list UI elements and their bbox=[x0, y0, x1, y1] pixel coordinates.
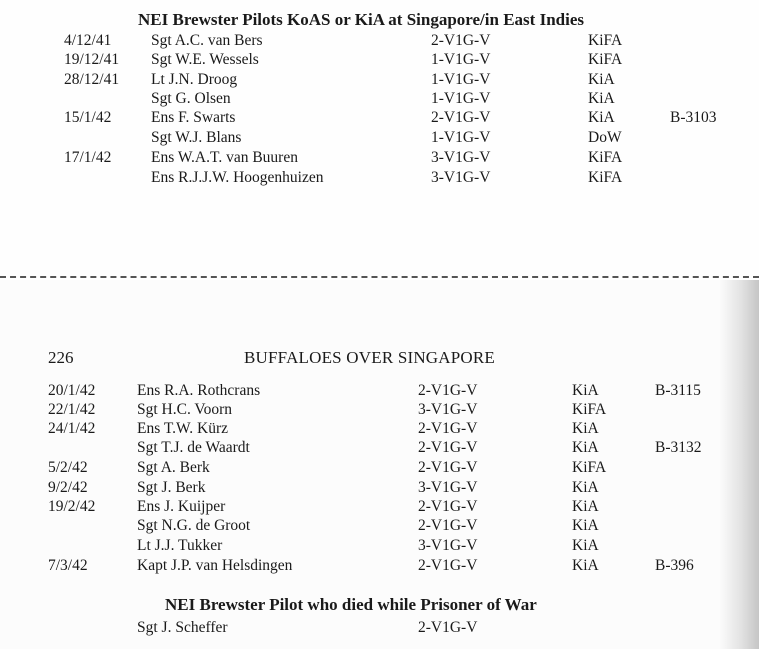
row-unit: 3-V1G-V bbox=[418, 401, 478, 418]
row-pilot-name: Sgt J. Scheffer bbox=[137, 619, 228, 636]
row-date: 28/12/41 bbox=[64, 71, 120, 88]
table-row bbox=[0, 478, 759, 497]
table-row bbox=[0, 556, 759, 575]
row-fate: KiA bbox=[572, 420, 599, 437]
row-pilot-name: Sgt J. Berk bbox=[137, 479, 206, 496]
row-fate: KiFA bbox=[572, 401, 607, 418]
row-fate: KiFA bbox=[588, 32, 623, 49]
row-unit: 2-V1G-V bbox=[418, 557, 478, 574]
row-fate: KiA bbox=[572, 537, 599, 554]
row-fate: KiFA bbox=[588, 51, 623, 68]
row-pilot-name: Lt J.J. Tukker bbox=[137, 537, 223, 554]
row-fate: KiA bbox=[572, 382, 599, 399]
row-pilot-name: Sgt A.C. van Bers bbox=[151, 32, 263, 49]
table-row bbox=[0, 381, 759, 400]
row-pilot-name: Kapt J.P. van Helsdingen bbox=[137, 557, 293, 574]
row-date: 24/1/42 bbox=[48, 420, 96, 437]
row-pilot-name: Sgt H.C. Voorn bbox=[137, 401, 233, 418]
page-tear-divider bbox=[0, 276, 759, 278]
row-pilot-name: Ens T.W. Kürz bbox=[137, 420, 228, 437]
row-unit: 2-V1G-V bbox=[418, 619, 478, 636]
row-unit: 1-V1G-V bbox=[431, 51, 491, 68]
table-row bbox=[0, 438, 759, 457]
row-pilot-name: Lt J.N. Droog bbox=[151, 71, 238, 88]
row-aircraft-serial: B-3103 bbox=[670, 109, 717, 126]
row-pilot-name: Sgt T.J. de Waardt bbox=[137, 439, 250, 456]
row-unit: 2-V1G-V bbox=[418, 382, 478, 399]
table-row bbox=[0, 516, 759, 535]
row-unit: 2-V1G-V bbox=[418, 517, 478, 534]
top-page-fragment bbox=[0, 0, 759, 278]
pow-section-heading: NEI Brewster Pilot who died while Prisoner of War bbox=[165, 595, 537, 614]
row-unit: 2-V1G-V bbox=[418, 498, 478, 515]
row-date: 4/12/41 bbox=[64, 32, 112, 49]
row-pilot-name: Ens R.J.J.W. Hoogenhuizen bbox=[151, 169, 324, 186]
row-unit: 3-V1G-V bbox=[418, 537, 478, 554]
row-date: 19/12/41 bbox=[64, 51, 120, 68]
table-row bbox=[0, 400, 759, 419]
row-unit: 2-V1G-V bbox=[418, 420, 478, 437]
row-date: 20/1/42 bbox=[48, 382, 96, 399]
row-date: 5/2/42 bbox=[48, 459, 88, 476]
row-fate: KiA bbox=[572, 557, 599, 574]
row-unit: 2-V1G-V bbox=[418, 439, 478, 456]
row-unit: 3-V1G-V bbox=[431, 149, 491, 166]
row-aircraft-serial: B-396 bbox=[655, 557, 694, 574]
row-pilot-name: Sgt N.G. de Groot bbox=[137, 517, 251, 534]
row-unit: 1-V1G-V bbox=[431, 90, 491, 107]
row-unit: 1-V1G-V bbox=[431, 129, 491, 146]
row-fate: KiFA bbox=[572, 459, 607, 476]
table-row bbox=[0, 108, 759, 127]
row-date: 7/3/42 bbox=[48, 557, 88, 574]
row-pilot-name: Sgt W.E. Wessels bbox=[151, 51, 259, 68]
row-pilot-name: Ens W.A.T. van Buuren bbox=[151, 149, 298, 166]
row-pilot-name: Ens F. Swarts bbox=[151, 109, 236, 126]
row-aircraft-serial: B-3132 bbox=[655, 439, 702, 456]
row-fate: KiA bbox=[588, 109, 615, 126]
row-pilot-name: Sgt G. Olsen bbox=[151, 90, 231, 107]
table-row bbox=[0, 70, 759, 89]
table-row bbox=[0, 89, 759, 108]
row-fate: DoW bbox=[588, 129, 622, 146]
row-date: 22/1/42 bbox=[48, 401, 96, 418]
row-unit: 1-V1G-V bbox=[431, 71, 491, 88]
table-row bbox=[0, 128, 759, 147]
row-fate: KiA bbox=[588, 90, 615, 107]
row-date: 17/1/42 bbox=[64, 149, 112, 166]
row-fate: KiFA bbox=[588, 169, 623, 186]
table-row bbox=[0, 458, 759, 477]
row-date: 9/2/42 bbox=[48, 479, 88, 496]
row-fate: KiA bbox=[588, 71, 615, 88]
table-row bbox=[0, 168, 759, 187]
row-fate: KiA bbox=[572, 479, 599, 496]
row-fate: KiA bbox=[572, 517, 599, 534]
row-unit: 2-V1G-V bbox=[418, 459, 478, 476]
table-row bbox=[0, 536, 759, 555]
table-row bbox=[0, 419, 759, 438]
table-row bbox=[0, 148, 759, 167]
page-number: 226 bbox=[48, 348, 74, 367]
table-row bbox=[0, 618, 759, 637]
table-row bbox=[0, 31, 759, 50]
row-pilot-name: Ens R.A. Rothcrans bbox=[137, 382, 261, 399]
row-unit: 2-V1G-V bbox=[431, 32, 491, 49]
table-row bbox=[0, 497, 759, 516]
row-date: 19/2/42 bbox=[48, 498, 96, 515]
row-unit: 2-V1G-V bbox=[431, 109, 491, 126]
top-section-heading: NEI Brewster Pilots KoAS or KiA at Singapore/in East Indies bbox=[138, 10, 584, 29]
row-fate: KiA bbox=[572, 439, 599, 456]
row-date: 15/1/42 bbox=[64, 109, 112, 126]
row-pilot-name: Ens J. Kuijper bbox=[137, 498, 226, 515]
row-pilot-name: Sgt A. Berk bbox=[137, 459, 210, 476]
row-pilot-name: Sgt W.J. Blans bbox=[151, 129, 242, 146]
running-title: BUFFALOES OVER SINGAPORE bbox=[244, 348, 496, 367]
row-fate: KiA bbox=[572, 498, 599, 515]
row-unit: 3-V1G-V bbox=[431, 169, 491, 186]
row-aircraft-serial: B-3115 bbox=[655, 382, 701, 399]
table-row bbox=[0, 50, 759, 69]
row-fate: KiFA bbox=[588, 149, 623, 166]
row-unit: 3-V1G-V bbox=[418, 479, 478, 496]
